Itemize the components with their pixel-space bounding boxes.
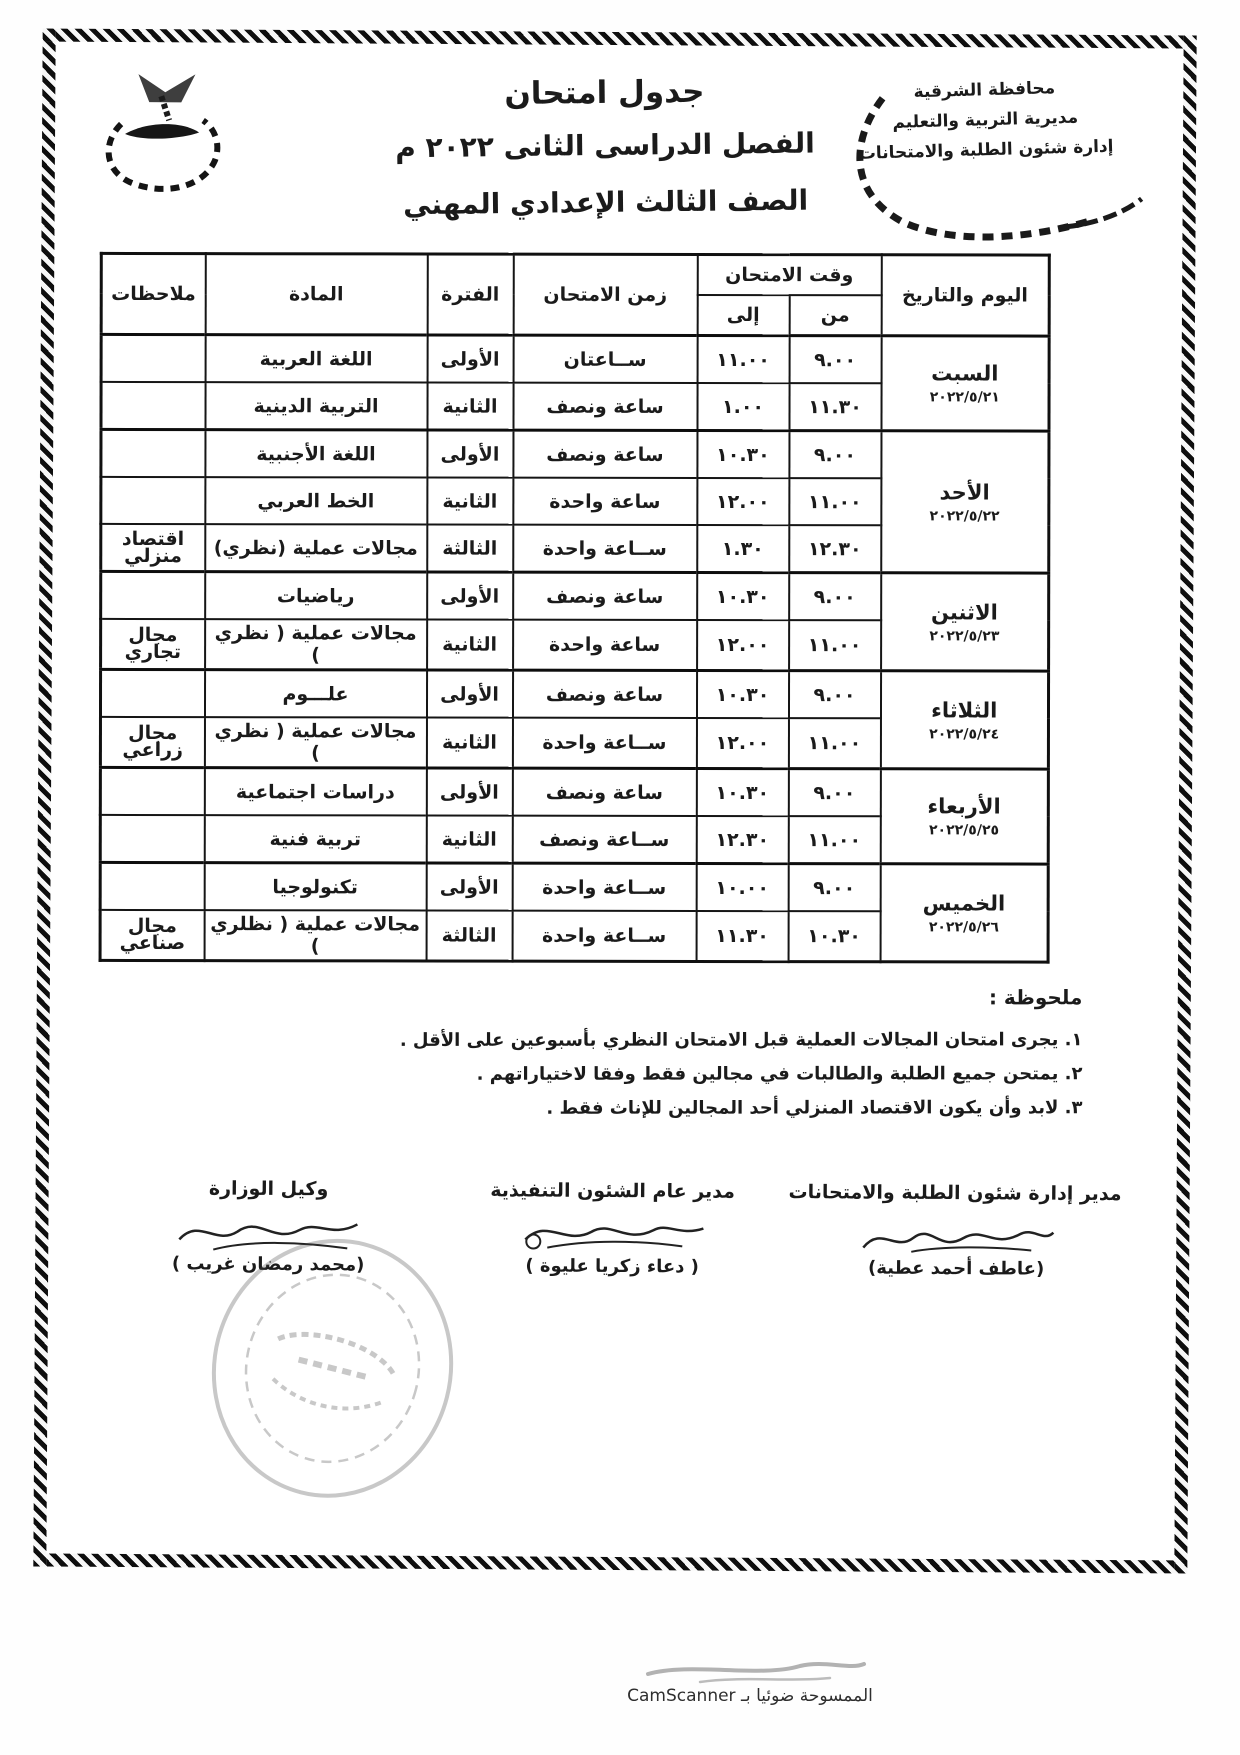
- title-grade: الصف الثالث الإعدادي المهني: [402, 183, 809, 222]
- period-cell: الأولى: [427, 430, 513, 478]
- header-period: الفترة: [427, 254, 513, 335]
- from-cell: ١١.٠٠: [788, 718, 880, 769]
- notes-section: [342, 985, 1082, 1126]
- day-date-cell: [880, 671, 1048, 769]
- day-date: ٢٠٢٢/٥/٢٥: [928, 822, 1000, 839]
- day-date: ٢٠٢٢/٥/٢١: [929, 389, 1000, 406]
- note-cell: مجال زراعي: [100, 717, 204, 768]
- duration-cell: ساعة واحدة: [513, 478, 697, 525]
- from-cell: ١١.٠٠: [788, 816, 880, 864]
- day-name: السبت: [931, 361, 999, 386]
- duration-cell: ساعة ونصف: [512, 670, 696, 718]
- day-name: الاثنين: [931, 599, 998, 624]
- to-cell: ١.٠٠: [697, 383, 789, 431]
- document-title-block: [344, 72, 866, 222]
- schedule-table-body: [100, 334, 1049, 962]
- subject-cell: مجالات عملية ( نظلري ): [204, 910, 426, 961]
- to-cell: ١١.٣٠: [696, 911, 788, 962]
- to-cell: ١٢.٣٠: [696, 816, 788, 864]
- duration-cell: ســاعة واحدة: [512, 718, 696, 769]
- to-cell: ١٢.٠٠: [697, 478, 789, 525]
- duration-cell: ســاعة واحدة: [512, 911, 696, 962]
- day-date-cell: [881, 573, 1049, 671]
- note-item-2: ٢. يمتحن جميع الطلبة والطالبات في مجالين فقط وفقا لاختياراتهم .: [476, 1063, 1083, 1085]
- day-name: الأحد: [939, 479, 990, 504]
- ministry-emblem-logo: [83, 62, 254, 213]
- to-cell: ١٢.٠٠: [696, 718, 788, 769]
- table-row: [101, 429, 1049, 478]
- duration-cell: ســاعة واحدة: [513, 525, 697, 573]
- header-notes: ملاحظات: [101, 253, 205, 334]
- header-time-to: إلى: [697, 295, 789, 336]
- header-day-date: اليوم والتاريخ: [881, 255, 1049, 336]
- header-time-from: من: [789, 295, 881, 336]
- from-cell: ١٠.٣٠: [788, 911, 880, 962]
- org-line-governorate: محافظة الشرقية: [913, 78, 1056, 103]
- org-line-directorate: مديرية التربية والتعليم: [892, 107, 1079, 133]
- duration-cell: ساعة ونصف: [513, 572, 697, 620]
- period-cell: الثانية: [427, 619, 513, 670]
- subject-cell: مجالات عملية (نظري): [205, 524, 427, 572]
- duration-cell: ساعة ونصف: [513, 383, 697, 431]
- exam-schedule-table: [99, 252, 1051, 964]
- signature-title: مدير عام الشئون التنفيذية: [490, 1179, 736, 1203]
- day-name: الخميس: [922, 890, 1006, 916]
- duration-cell: ساعة ونصف: [512, 768, 696, 816]
- duration-cell: ســاعة ونصف: [512, 816, 696, 864]
- subject-cell: علـــوم: [204, 670, 426, 718]
- official-round-stamp: [177, 1202, 489, 1534]
- from-cell: ١٢.٣٠: [789, 525, 881, 573]
- period-cell: الثانية: [426, 717, 512, 768]
- note-cell: [100, 767, 204, 815]
- organization-header: [824, 65, 1147, 170]
- period-cell: الثالثة: [427, 524, 513, 572]
- note-item-3: ٣. لابد وأن يكون الاقتصاد المنزلي أحد المجالين للإناث فقط .: [546, 1097, 1083, 1119]
- note-cell: [100, 815, 204, 863]
- table-row: [101, 334, 1049, 383]
- period-cell: الأولى: [427, 572, 513, 620]
- note-cell: [101, 334, 205, 382]
- to-cell: ١٠.٠٠: [696, 863, 788, 911]
- header-exam-time: وقت الامتحان: [697, 254, 881, 295]
- table-header: [101, 253, 1049, 336]
- table-row: [100, 862, 1048, 911]
- subject-cell: رياضيات: [205, 572, 427, 620]
- subject-cell: دراسات اجتماعية: [204, 768, 426, 816]
- subject-cell: اللغة العربية: [205, 335, 427, 383]
- note-cell: [101, 571, 205, 619]
- from-cell: ٩.٠٠: [789, 431, 881, 479]
- table-row: [100, 669, 1048, 718]
- day-date: ٢٠٢٢/٥/٢٣: [929, 627, 1000, 644]
- from-cell: ١١.٠٠: [789, 620, 881, 671]
- to-cell: ١٠.٣٠: [697, 572, 789, 620]
- from-cell: ٩.٠٠: [788, 671, 880, 719]
- duration-cell: ساعة ونصف: [513, 430, 697, 478]
- day-name: الأربعاء: [927, 794, 1001, 819]
- camscanner-watermark: الممسوحة ضوئيا بـ CamScanner: [627, 1686, 873, 1706]
- day-date-cell: [880, 769, 1048, 864]
- subject-cell: تربية فنية: [204, 815, 426, 863]
- header-duration: زمن الامتحان: [513, 254, 697, 335]
- note-cell: [101, 477, 205, 524]
- period-cell: الأولى: [427, 335, 513, 383]
- table-row: [100, 767, 1048, 816]
- subject-cell: تكنولوجيا: [204, 863, 426, 911]
- note-cell: مجال تجاري: [101, 619, 205, 670]
- period-cell: الثانية: [426, 815, 512, 863]
- subject-cell: التربية الدينية: [205, 382, 427, 430]
- day-date: ٢٠٢٢/٥/٢٦: [928, 918, 999, 935]
- title-exam-schedule: جدول امتحان: [504, 73, 705, 113]
- note-item-1: ١. يجرى امتحان المجالات العملية قبل الامتحان النظري بأسبوعين على الأقل .: [399, 1029, 1083, 1051]
- subject-cell: اللغة الأجنبية: [205, 430, 427, 478]
- period-cell: الأولى: [426, 670, 512, 718]
- signature-executive-affairs-director: [447, 1179, 778, 1278]
- duration-cell: ساعة واحدة: [513, 620, 697, 671]
- signature-name: ( دعاء زكريا عليوة ): [525, 1255, 699, 1278]
- from-cell: ٩.٠٠: [788, 769, 880, 817]
- title-semester: الفصل الدراسى الثانى ٢٠٢٢ م: [395, 126, 815, 165]
- signature-title: مدير إدارة شئون الطلبة والامتحانات: [788, 1181, 1122, 1206]
- day-date: ٢٠٢٢/٥/٢٢: [929, 507, 1000, 524]
- period-cell: الأولى: [426, 768, 512, 816]
- note-cell: [101, 382, 205, 430]
- day-date: ٢٠٢٢/٥/٢٤: [929, 725, 1000, 742]
- table-row: [101, 571, 1049, 620]
- day-date-cell: [881, 431, 1049, 573]
- signature-title: وكيل الوزارة: [208, 1177, 329, 1201]
- from-cell: ٩.٠٠: [789, 573, 881, 621]
- note-cell: [100, 669, 204, 717]
- subject-cell: مجالات عملية ( نظري ): [205, 619, 427, 670]
- eagle-wreath-icon: [83, 62, 254, 213]
- from-cell: ١١.٣٠: [789, 383, 881, 431]
- period-cell: الثانية: [427, 477, 513, 524]
- subject-cell: الخط العربي: [205, 477, 427, 524]
- duration-cell: ســاعتان: [513, 335, 697, 383]
- to-cell: ١.٣٠: [697, 525, 789, 573]
- notes-heading: ملحوظة :: [988, 985, 1083, 1010]
- note-cell: مجال صناعي: [100, 910, 204, 961]
- day-date-cell: [880, 864, 1048, 962]
- from-cell: ٩.٠٠: [788, 864, 880, 912]
- note-cell: [101, 429, 205, 477]
- signature-name: (عاطف أحمد عطية): [868, 1257, 1045, 1280]
- to-cell: ١٠.٣٠: [697, 430, 789, 478]
- to-cell: ١١.٠٠: [697, 335, 789, 383]
- subject-cell: مجالات عملية ( نظري ): [204, 717, 426, 768]
- to-cell: ١٠.٣٠: [696, 670, 788, 718]
- signature-name: (محمد رمضان غريب ): [171, 1253, 365, 1276]
- from-cell: ١١.٠٠: [789, 478, 881, 525]
- period-cell: الثالثة: [426, 910, 512, 961]
- day-name: الثلاثاء: [931, 697, 998, 722]
- note-cell: اقتصاد منزلي: [101, 524, 205, 572]
- decorative-rope-border-frame: [33, 28, 1196, 1573]
- org-line-department: إدارة شئون الطلبة والامتحانات: [858, 136, 1114, 164]
- to-cell: ١٠.٣٠: [696, 768, 788, 816]
- from-cell: ٩.٠٠: [789, 336, 881, 384]
- note-cell: [100, 862, 204, 910]
- header-subject: المادة: [205, 254, 427, 335]
- period-cell: الثانية: [427, 382, 513, 430]
- signature-students-affairs-director: [788, 1181, 1122, 1280]
- day-date-cell: [881, 336, 1049, 431]
- duration-cell: ســاعة واحدة: [512, 863, 696, 911]
- to-cell: ١٢.٠٠: [697, 620, 789, 671]
- period-cell: الأولى: [426, 863, 512, 911]
